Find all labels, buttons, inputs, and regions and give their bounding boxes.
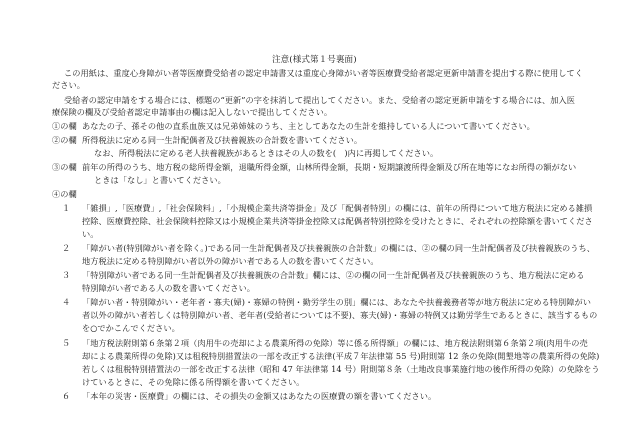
item-4-line-2: 者以外の障がい者若しくは特別障がい者、老年者(受給者については不要)、寡夫(婦)・寡婦の特例又は勤労学生であるときに、該当するもの bbox=[82, 310, 598, 320]
section-4-marker: ④の欄 bbox=[52, 189, 77, 199]
section-2-line-1: 所得税法に定める同一生計配偶者及び扶養親族の合計数を書いてください。 bbox=[82, 135, 363, 145]
item-2-number: ２ bbox=[62, 243, 71, 253]
item-2-line-2: 地方税法に定める特別障がい者以外の障がい者である人の数を書いてください。 bbox=[82, 256, 379, 266]
section-2-line-2: なお、所得税法に定める老人扶養親族があるときはその人の数を( )内に再掲してください。 bbox=[94, 148, 439, 158]
item-5-line-1: 「地方税法附則第６条第２項（肉用牛の売却による農業所得の免除）等に係る所得額」の欄には、地方税法附則第６条第２項(肉用牛の売 bbox=[82, 338, 588, 348]
item-2-line-1: 「障がい者(特別障がい者を除く。)である同一生計配偶者及び扶養親族の合計数」の欄には、②の欄の同一生計配偶者及び扶養親族のうち、 bbox=[82, 243, 595, 253]
item-3-line-1: 「特別障がい者である同一生計配偶者及び扶養親族の合計数」欄には、②の欄の同一生計配偶者及び扶養親族のうち、地方税法に定める bbox=[82, 270, 585, 280]
item-6-line-1: 「本年の災害・医療費」の欄には、その損失の金額又はあなたの医療費の額を書いてください。 bbox=[82, 391, 437, 401]
section-2-marker: ②の欄 bbox=[52, 135, 77, 145]
item-5-line-3: 若しくは租税特別措置法の一部を改正する法律（昭和 47 年法律第 14 号）附則第８条（土地改良事業施行地の後作所得の免除）の免除をう bbox=[82, 364, 600, 374]
renewal-line-2: 療保険の欄及び受給者認定申請事由の欄は記入しないで提出してください。 bbox=[52, 107, 333, 117]
document-title: 注意(様式第１号裏面) bbox=[272, 55, 357, 65]
item-6-number: ６ bbox=[62, 391, 71, 401]
item-5-line-4: けているときに、その免除に係る所得額を書いてください。 bbox=[82, 377, 305, 387]
item-5-number: ５ bbox=[62, 338, 71, 348]
item-4-line-1: 「障がい者・特別障がい・老年者・寡夫(婦)・寡婦の特例・勤労学生の別」欄には、あなたや扶養義務者等が地方税法に定める特別障がい bbox=[82, 297, 591, 307]
item-5-line-2: 却による農業所得の免除)又は租税特別措置法の一部を改正する法律(平成７年法律第 55 号)附則第 12 条の免除(開墾地等の農業所得の免除) bbox=[82, 351, 600, 361]
intro-line-2: ださい。 bbox=[52, 80, 85, 90]
section-3-line-2: ときは「なし」と書いてください。 bbox=[94, 175, 226, 185]
section-3-line-1: 前年の所得のうち、地方税の総所得金額，退職所得金額，山林所得金額，長期・短期譲渡所得金額及び所在地等になお所得の額がない bbox=[82, 162, 577, 172]
item-4-line-3: を○でかこんでください。 bbox=[82, 323, 180, 333]
item-1-line-1: 「雑損」,「医療費」,「社会保険料」,「小規模企業共済等掛金」及び「配偶者特別」の欄には、前年の所得について地方税法に定める雑損 bbox=[82, 203, 593, 213]
section-1-line-1: あなたの子、孫その他の直系血族又は兄弟姉妹のうち、主としてあなたの生計を維持している人について書いてください。 bbox=[82, 121, 535, 131]
item-1-number: １ bbox=[62, 203, 71, 213]
intro-line-1: この用紙は、重度心身障がい者等医療費受給者の認定申請書又は重度心身障がい者等医療費受給者認定更新申請書を提出する際に使用してく bbox=[64, 68, 583, 78]
item-4-number: ４ bbox=[62, 297, 71, 307]
item-1-line-2: 控除、医療費控除、社会保険料控除又は小規模企業共済等掛金控除又は配偶者特別控除を受けたときに、それぞれの控除額を書いてくださ bbox=[82, 216, 593, 226]
item-3-line-2: 特別障がい者である人の数を書いてください。 bbox=[82, 283, 255, 293]
section-3-marker: ③の欄 bbox=[52, 162, 77, 172]
item-1-line-3: い。 bbox=[82, 229, 99, 239]
section-1-marker: ①の欄 bbox=[52, 121, 77, 131]
renewal-line-1: 受給者の認定申請をする場合には、標題の“更新”の字を抹消して提出してください。また、受給者の認定更新申請をする場合には、加入医 bbox=[64, 95, 575, 105]
item-3-number: ３ bbox=[62, 270, 71, 280]
